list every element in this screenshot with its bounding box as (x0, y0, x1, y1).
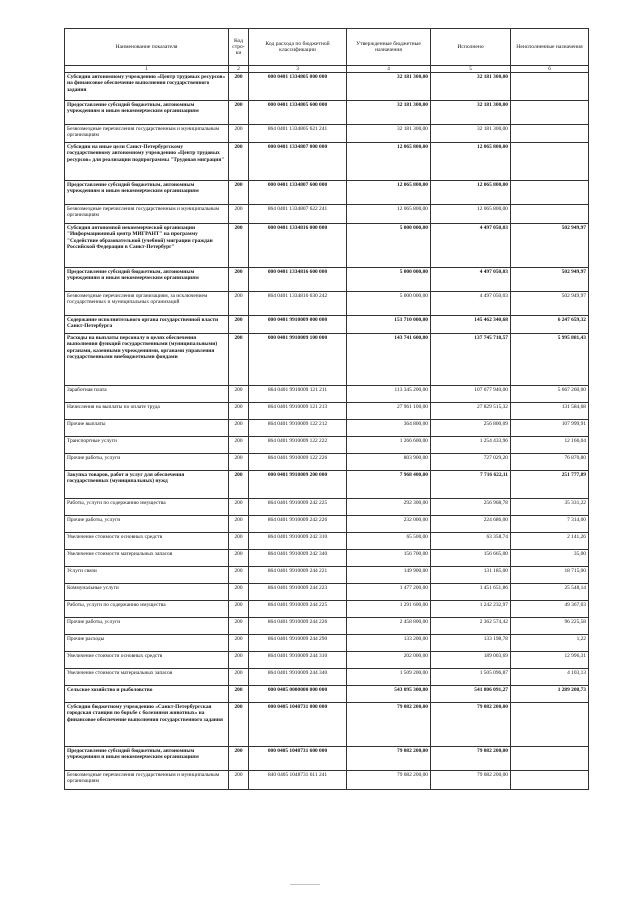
row-approved: 5 000 000,00 (347, 268, 431, 292)
row-remaining (511, 205, 589, 224)
row-approved: 803 900,00 (347, 454, 431, 471)
row-approved: 2 458 800,00 (347, 618, 431, 635)
row-line-code: 200 (229, 268, 249, 292)
row-name: Увеличение стоимости основных средств (65, 652, 229, 669)
row-remaining (511, 125, 589, 143)
table-row (65, 652, 589, 669)
row-line-code: 200 (229, 420, 249, 437)
row-approved: 149 900,00 (347, 567, 431, 584)
row-remaining: 6 247 659,32 (511, 316, 589, 334)
row-expense-code: 000 0401 1334816 000 000 (249, 224, 347, 268)
row-executed: 156 665,00 (431, 550, 511, 567)
row-remaining: 49 367,03 (511, 601, 589, 618)
row-approved: 133 200,00 (347, 635, 431, 652)
row-approved: 79 082 200,00 (347, 771, 431, 790)
table-row (65, 771, 589, 790)
row-executed: 63 358,74 (431, 533, 511, 550)
row-executed: 12 065 800,00 (431, 143, 511, 181)
row-approved: 12 065 800,00 (347, 181, 431, 205)
row-expense-code: 864 0401 9910009 122 222 (249, 437, 347, 454)
row-approved: 543 095 300,00 (347, 686, 431, 703)
table-row (65, 703, 589, 747)
row-expense-code: 864 0401 1334805 621 241 (249, 125, 347, 143)
row-remaining: 35 331,22 (511, 499, 589, 516)
row-name: Предоставление субсидий бюджетным, автономным учреждениям и иным некоммерческим организациям (65, 181, 229, 205)
table-row (65, 334, 589, 386)
row-approved: 12 065 800,00 (347, 205, 431, 224)
row-approved: 292 300,00 (347, 499, 431, 516)
row-remaining: 502 949,97 (511, 292, 589, 316)
row-name: Заработная плата (65, 386, 229, 403)
row-name: Увеличение стоимости материальных запасов (65, 550, 229, 567)
column-number: 3 (249, 66, 347, 73)
row-name: Субсидии на иные цели Санкт-Петербургскому государственному автономному учреждению «Центр трудовых ресурсов» для реализации подпрограммы "Трудовая миграция" (65, 143, 229, 181)
row-name: Субсидия автономной некоммерческой организации "Информационный центр МИГРАНТ" на программу "Содействие образовательной (учебной) миграции граждан Российской Федерации в Санкт-Петербург" (65, 224, 229, 268)
header-remaining: Неисполненные назначения (511, 29, 589, 66)
row-expense-code: 864 0401 9910009 242 310 (249, 533, 347, 550)
row-line-code: 200 (229, 125, 249, 143)
row-approved: 156 700,00 (347, 550, 431, 567)
table-row (65, 403, 589, 420)
row-name: Расходы на выплаты персоналу в целях обеспечения выполнения функций государственными (муниципальными) органами, казенными учреждениями, органами управления государственными внебюджетными фондами (65, 334, 229, 386)
row-expense-code: 000 0401 9910009 200 000 (249, 471, 347, 499)
table-row (65, 125, 589, 143)
row-executed: 107 677 940,00 (431, 386, 511, 403)
row-remaining: 1 289 208,73 (511, 686, 589, 703)
row-remaining (511, 101, 589, 125)
row-approved: 65 500,00 (347, 533, 431, 550)
row-expense-code: 864 0401 9910009 244 223 (249, 584, 347, 601)
row-line-code: 200 (229, 635, 249, 652)
row-line-code: 200 (229, 601, 249, 618)
row-name: Предоставление субсидий бюджетным, автономным учреждениям и иным некоммерческим организациям (65, 268, 229, 292)
row-approved: 32 181 300,00 (347, 73, 431, 101)
table-row (65, 292, 589, 316)
row-remaining: 131 584,68 (511, 403, 589, 420)
row-executed: 4 497 050,03 (431, 224, 511, 268)
row-approved: 79 082 200,00 (347, 703, 431, 747)
row-remaining: 5 995 881,43 (511, 334, 589, 386)
row-approved: 1 291 600,00 (347, 601, 431, 618)
row-line-code: 200 (229, 292, 249, 316)
column-number: 4 (347, 66, 431, 73)
row-expense-code: 000 0401 1334807 600 000 (249, 181, 347, 205)
row-executed: 224 686,00 (431, 516, 511, 533)
row-executed: 32 181 300,00 (431, 101, 511, 125)
row-expense-code: 864 0401 9910009 242 340 (249, 550, 347, 567)
row-remaining: 2 141,26 (511, 533, 589, 550)
table-row (65, 101, 589, 125)
row-expense-code: 864 0401 1334807 622 241 (249, 205, 347, 224)
row-name: Работы, услуги по содержанию имущества (65, 499, 229, 516)
row-approved: 5 000 000,00 (347, 224, 431, 268)
row-line-code: 200 (229, 205, 249, 224)
table-row (65, 437, 589, 454)
row-expense-code: 864 0401 9910009 121 213 (249, 403, 347, 420)
row-line-code: 200 (229, 584, 249, 601)
row-executed: 727 029,20 (431, 454, 511, 471)
row-executed: 133 198,78 (431, 635, 511, 652)
table-row (65, 316, 589, 334)
row-remaining: 18 715,00 (511, 567, 589, 584)
row-expense-code: 000 0401 1334816 600 000 (249, 268, 347, 292)
row-remaining: 502 949,97 (511, 268, 589, 292)
row-approved: 1 477 200,00 (347, 584, 431, 601)
row-remaining (511, 747, 589, 771)
table-row (65, 471, 589, 499)
budget-execution-table (64, 28, 589, 790)
table-row (65, 567, 589, 584)
row-expense-code: 000 0401 1334805 000 000 (249, 73, 347, 101)
row-name: Сельское хозяйство и рыболовство (65, 686, 229, 703)
row-line-code: 200 (229, 143, 249, 181)
row-remaining (511, 771, 589, 790)
row-line-code: 200 (229, 101, 249, 125)
row-name: Предоставление субсидий бюджетным, автономным учреждениям и иным некоммерческим организациям (65, 101, 229, 125)
row-remaining: 107 999,91 (511, 420, 589, 437)
row-name: Прочие выплаты (65, 420, 229, 437)
table-row (65, 224, 589, 268)
row-executed: 256 968,78 (431, 499, 511, 516)
row-expense-code: 840 0405 1048731 611 241 (249, 771, 347, 790)
row-executed: 145 462 340,68 (431, 316, 511, 334)
row-approved: 7 968 400,00 (347, 471, 431, 499)
row-executed: 27 829 515,32 (431, 403, 511, 420)
table-row (65, 601, 589, 618)
row-remaining (511, 73, 589, 101)
table-row (65, 686, 589, 703)
row-approved: 5 000 000,00 (347, 292, 431, 316)
row-name: Коммунальные услуги (65, 584, 229, 601)
row-expense-code: 000 0401 1334807 000 000 (249, 143, 347, 181)
row-name: Субсидии автономному учреждению «Центр трудовых ресурсов» на финансовое обеспечение выполнения государственного задания (65, 73, 229, 101)
header-expense-code: Код расхода по бюджетной классификации (249, 29, 347, 66)
row-approved: 1 266 600,00 (347, 437, 431, 454)
row-line-code: 200 (229, 73, 249, 101)
table-header-row (65, 29, 589, 66)
row-executed: 32 181 300,00 (431, 73, 511, 101)
table-row (65, 669, 589, 686)
row-expense-code: 864 0401 9910009 244 310 (249, 652, 347, 669)
row-expense-code: 864 0401 9910009 121 211 (249, 386, 347, 403)
row-executed: 1 451 651,86 (431, 584, 511, 601)
row-line-code: 200 (229, 181, 249, 205)
row-expense-code: 864 0401 9910009 244 340 (249, 669, 347, 686)
row-expense-code: 864 0401 9910009 244 225 (249, 601, 347, 618)
row-line-code: 200 (229, 652, 249, 669)
row-expense-code: 864 0401 9910009 122 212 (249, 420, 347, 437)
header-line-code: Код стро-ки (229, 29, 249, 66)
table-row (65, 420, 589, 437)
scan-artifact (290, 884, 320, 885)
table-row (65, 584, 589, 601)
row-line-code: 200 (229, 499, 249, 516)
row-expense-code: 864 0401 9910009 244 221 (249, 567, 347, 584)
row-name: Безвозмездные перечисления организациям, за исключением государственных и муниципальных организаций (65, 292, 229, 316)
row-executed: 189 003,69 (431, 652, 511, 669)
row-expense-code: 000 0405 1048731 000 000 (249, 703, 347, 747)
header-approved: Утвержденные бюджетные назначения (347, 29, 431, 66)
table-body (65, 73, 589, 790)
row-approved: 232 000,00 (347, 516, 431, 533)
row-approved: 364 800,00 (347, 420, 431, 437)
row-remaining (511, 143, 589, 181)
row-approved: 32 181 300,00 (347, 125, 431, 143)
row-line-code: 200 (229, 703, 249, 747)
table-row (65, 618, 589, 635)
row-name: Субсидии бюджетному учреждению «Санкт-Петербургская городская станция по борьбе с болезнями животных» на финансовое обеспечение выполнения государственного задания (65, 703, 229, 747)
row-approved: 151 710 000,00 (347, 316, 431, 334)
row-name: Транспортные услуги (65, 437, 229, 454)
row-executed: 79 082 200,00 (431, 703, 511, 747)
table-row (65, 143, 589, 181)
row-line-code: 200 (229, 747, 249, 771)
row-remaining: 35,00 (511, 550, 589, 567)
row-remaining: 25 548,14 (511, 584, 589, 601)
row-approved: 12 065 800,00 (347, 143, 431, 181)
column-number: 5 (431, 66, 511, 73)
row-line-code: 200 (229, 403, 249, 420)
row-line-code: 200 (229, 618, 249, 635)
row-remaining: 12 996,31 (511, 652, 589, 669)
table-row (65, 499, 589, 516)
row-name: Увеличение стоимости материальных запасов (65, 669, 229, 686)
row-line-code: 200 (229, 471, 249, 499)
row-remaining: 7 314,00 (511, 516, 589, 533)
row-expense-code: 864 0401 9910009 242 225 (249, 499, 347, 516)
row-expense-code: 864 0401 9910009 242 226 (249, 516, 347, 533)
row-expense-code: 000 0405 1048731 600 000 (249, 747, 347, 771)
row-name: Прочие работы, услуги (65, 618, 229, 635)
row-executed: 79 082 200,00 (431, 771, 511, 790)
row-line-code: 200 (229, 669, 249, 686)
row-remaining: 251 777,89 (511, 471, 589, 499)
row-expense-code: 864 0401 1334816 630 242 (249, 292, 347, 316)
table-row (65, 181, 589, 205)
column-number: 6 (511, 66, 589, 73)
row-executed: 131 185,00 (431, 567, 511, 584)
row-line-code: 200 (229, 316, 249, 334)
row-remaining: 5 667 260,00 (511, 386, 589, 403)
row-line-code: 200 (229, 567, 249, 584)
table-row (65, 73, 589, 101)
row-name: Безвозмездные перечисления государственным и муниципальным организациям (65, 125, 229, 143)
header-name: Наименование показателя (65, 29, 229, 66)
row-name: Начисления на выплаты по оплате труда (65, 403, 229, 420)
row-expense-code: 000 0401 9910009 100 000 (249, 334, 347, 386)
row-executed: 4 497 050,03 (431, 292, 511, 316)
row-executed: 12 065 800,00 (431, 205, 511, 224)
row-expense-code: 000 0405 0000000 000 000 (249, 686, 347, 703)
table-row (65, 747, 589, 771)
row-executed: 12 065 800,00 (431, 181, 511, 205)
row-expense-code: 000 0401 1334805 600 000 (249, 101, 347, 125)
row-name: Безвозмездные перечисления государственным и муниципальным организациям (65, 205, 229, 224)
row-remaining: 1,22 (511, 635, 589, 652)
row-name: Содержание исполнительного органа государственной власти Санкт-Петербурга (65, 316, 229, 334)
row-approved: 1 509 200,00 (347, 669, 431, 686)
row-line-code: 200 (229, 516, 249, 533)
row-executed: 4 497 050,03 (431, 268, 511, 292)
row-line-code: 200 (229, 550, 249, 567)
row-remaining: 76 870,80 (511, 454, 589, 471)
row-line-code: 200 (229, 334, 249, 386)
row-remaining: 96 225,58 (511, 618, 589, 635)
row-remaining: 12 166,04 (511, 437, 589, 454)
row-name: Прочие работы, услуги (65, 516, 229, 533)
row-name: Услуги связи (65, 567, 229, 584)
table-row (65, 454, 589, 471)
row-expense-code: 864 0401 9910009 244 290 (249, 635, 347, 652)
row-executed: 541 806 091,27 (431, 686, 511, 703)
row-executed: 256 800,09 (431, 420, 511, 437)
header-executed: Исполнено (431, 29, 511, 66)
row-executed: 1 254 433,96 (431, 437, 511, 454)
row-line-code: 200 (229, 437, 249, 454)
row-executed: 1 505 096,87 (431, 669, 511, 686)
row-remaining: 4 103,13 (511, 669, 589, 686)
row-approved: 32 181 300,00 (347, 101, 431, 125)
column-number: 2 (229, 66, 249, 73)
row-executed: 137 745 718,57 (431, 334, 511, 386)
row-approved: 143 741 600,00 (347, 334, 431, 386)
row-remaining (511, 703, 589, 747)
row-name: Увеличение стоимости основных средств (65, 533, 229, 550)
row-expense-code: 000 0401 9910009 000 000 (249, 316, 347, 334)
table-row (65, 386, 589, 403)
column-number-row (65, 66, 589, 73)
row-executed: 7 716 622,11 (431, 471, 511, 499)
row-approved: 113 345 200,00 (347, 386, 431, 403)
row-approved: 79 082 200,00 (347, 747, 431, 771)
table-row (65, 205, 589, 224)
row-executed: 79 082 200,00 (431, 747, 511, 771)
row-name: Закупка товаров, работ и услуг для обеспечения государственных (муниципальных) нужд (65, 471, 229, 499)
row-line-code: 200 (229, 771, 249, 790)
row-name: Прочие расходы (65, 635, 229, 652)
table-row (65, 268, 589, 292)
table-row (65, 533, 589, 550)
row-line-code: 200 (229, 686, 249, 703)
row-line-code: 200 (229, 454, 249, 471)
row-line-code: 200 (229, 533, 249, 550)
row-approved: 27 961 100,00 (347, 403, 431, 420)
table-row (65, 550, 589, 567)
row-expense-code: 864 0401 9910009 122 226 (249, 454, 347, 471)
table-row (65, 635, 589, 652)
row-executed: 1 242 232,97 (431, 601, 511, 618)
row-expense-code: 864 0401 9910009 244 226 (249, 618, 347, 635)
row-line-code: 200 (229, 224, 249, 268)
row-approved: 202 000,00 (347, 652, 431, 669)
row-remaining: 502 949,97 (511, 224, 589, 268)
table-row (65, 516, 589, 533)
row-remaining (511, 181, 589, 205)
row-name: Предоставление субсидий бюджетным, автономным учреждениям и иным некоммерческим организациям (65, 747, 229, 771)
row-line-code: 200 (229, 386, 249, 403)
row-executed: 2 362 574,42 (431, 618, 511, 635)
column-number: 1 (65, 66, 229, 73)
row-name: Работы, услуги по содержанию имущества (65, 601, 229, 618)
row-executed: 32 181 300,00 (431, 125, 511, 143)
row-name: Прочие работы, услуги (65, 454, 229, 471)
row-name: Безвозмездные перечисления государственным и муниципальным организациям (65, 771, 229, 790)
